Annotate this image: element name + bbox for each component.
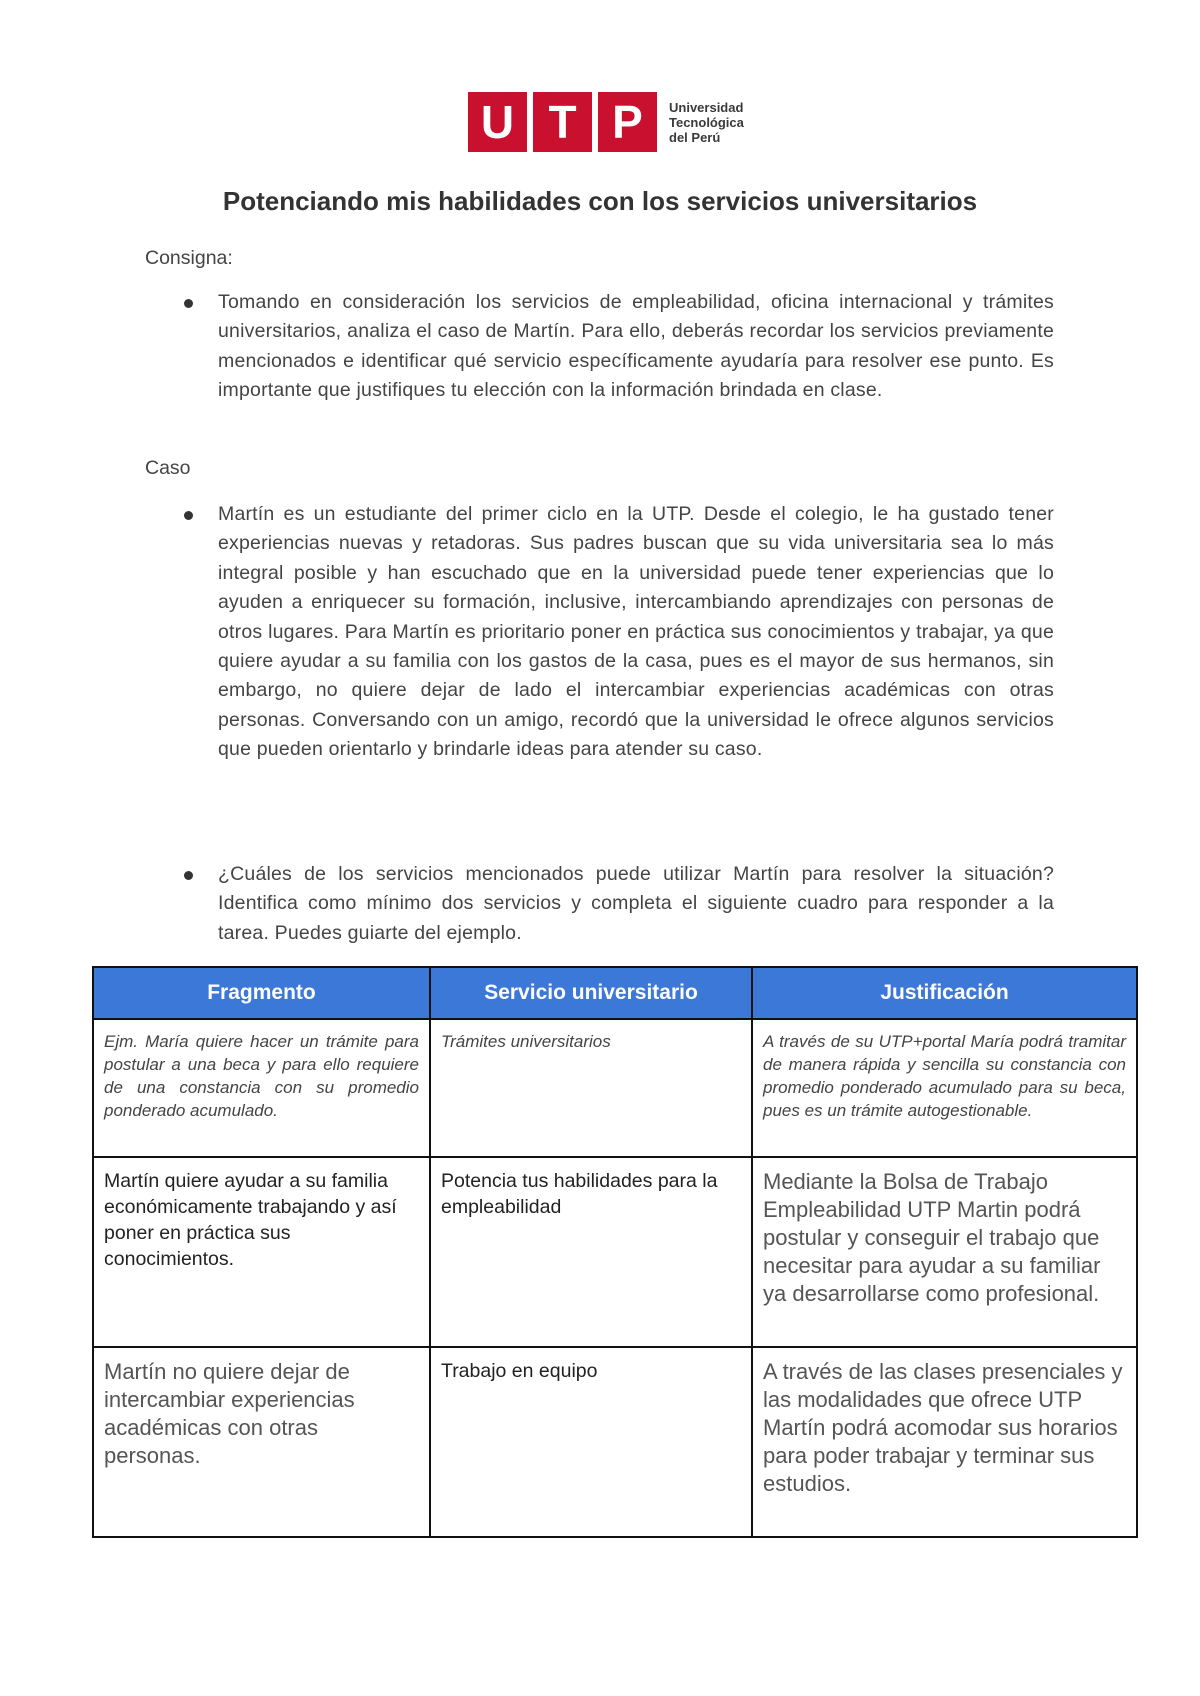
table-row-example xyxy=(93,1019,1137,1157)
logo-mark xyxy=(468,92,657,152)
logo-wordmark xyxy=(669,100,744,145)
logo-letter-p: P xyxy=(612,96,643,148)
question-text: ¿Cuáles de los servicios mencionados puede utilizar Martín para resolver la situación? Identifica como mínimo dos servicios y completa el siguiente cuadro para responder a la tarea. Puedes guiarte del ejemplo. xyxy=(218,863,1054,944)
row1-justificacion: Mediante la Bolsa de Trabajo Empleabilidad UTP Martin podrá postular y conseguir el trabajo que necesitar para ayudar a su familiar ya desarrollarse como profesional. xyxy=(752,1157,1137,1347)
table-header-row xyxy=(93,967,1137,1019)
consigna-bullet xyxy=(218,288,1054,406)
caso-bullet xyxy=(218,500,1054,765)
services-table xyxy=(92,966,1138,1538)
row2-servicio: Trabajo en equipo xyxy=(430,1347,752,1537)
utp-logo xyxy=(468,92,744,152)
bullet-icon xyxy=(184,511,193,520)
table-row xyxy=(93,1157,1137,1347)
logo-line-2: Tecnológica xyxy=(669,114,744,130)
header-servicio: Servicio universitario xyxy=(430,967,752,1019)
logo-letter-t: T xyxy=(548,96,577,148)
caso-text: Martín es un estudiante del primer ciclo en la UTP. Desde el colegio, le ha gustado tener experiencias nuevas y retadoras. Sus padres buscan que su vida universitaria sea lo más integral posible y han escuchado que en la universidad puede tener experiencias que lo ayuden a enriquecer su formación, inclusive, intercambiando aprendizajes con personas de otros lugares. Para Martín es prioritario poner en práctica sus conocimientos y trabajar, ya que quiere ayudar a su familia con los gastos de la casa, pues es el mayor de sus hermanos, sin embargo, no quiere dejar de lado el intercambiar experiencias académicas con otras personas. Conversando con un amigo, recordó que la universidad le ofrece algunos servicios que pueden orientarlo y brindarle ideas para atender su caso. xyxy=(218,503,1054,761)
header-fragmento: Fragmento xyxy=(93,967,430,1019)
caso-label: Caso xyxy=(145,457,191,479)
logo-letter-u: U xyxy=(480,96,515,148)
example-fragmento: Ejm. María quiere hacer un trámite para postular a una beca y para ello requiere de una constancia con su promedio ponderado acumulado. xyxy=(93,1019,430,1157)
row2-fragmento: Martín no quiere dejar de intercambiar experiencias académicas con otras personas. xyxy=(93,1347,430,1537)
logo-line-3: del Perú xyxy=(669,129,721,145)
example-justificacion: A través de su UTP+portal María podrá tramitar de manera rápida y sencilla su constancia con promedio ponderado acumulado para su beca, pues es un trámite autogestionable. xyxy=(752,1019,1137,1157)
bullet-icon xyxy=(184,299,193,308)
consigna-text: Tomando en consideración los servicios de empleabilidad, oficina internacional y trámites universitarios, analiza el caso de Martín. Para ello, deberás recordar los servicios previamente mencionados e identificar qué servicio específicamente ayudaría para resolver ese punto. Es importante que justifiques tu elección con la información brindada en clase. xyxy=(218,291,1054,402)
header-justificacion: Justificación xyxy=(752,967,1137,1019)
bullet-icon xyxy=(184,871,193,880)
question-bullet xyxy=(218,860,1054,948)
consigna-label: Consigna: xyxy=(145,247,233,269)
row1-servicio: Potencia tus habilidades para la empleabilidad xyxy=(430,1157,752,1347)
row1-fragmento: Martín quiere ayudar a su familia económicamente trabajando y así poner en práctica sus conocimientos. xyxy=(93,1157,430,1347)
page-title: Potenciando mis habilidades con los servicios universitarios xyxy=(222,186,978,216)
example-servicio: Trámites universitarios xyxy=(430,1019,752,1157)
logo-line-1: Universidad xyxy=(669,99,744,115)
table-row xyxy=(93,1347,1137,1537)
row2-justificacion: A través de las clases presenciales y las modalidades que ofrece UTP Martín podrá acomodar sus horarios para poder trabajar y terminar sus estudios. xyxy=(752,1347,1137,1537)
